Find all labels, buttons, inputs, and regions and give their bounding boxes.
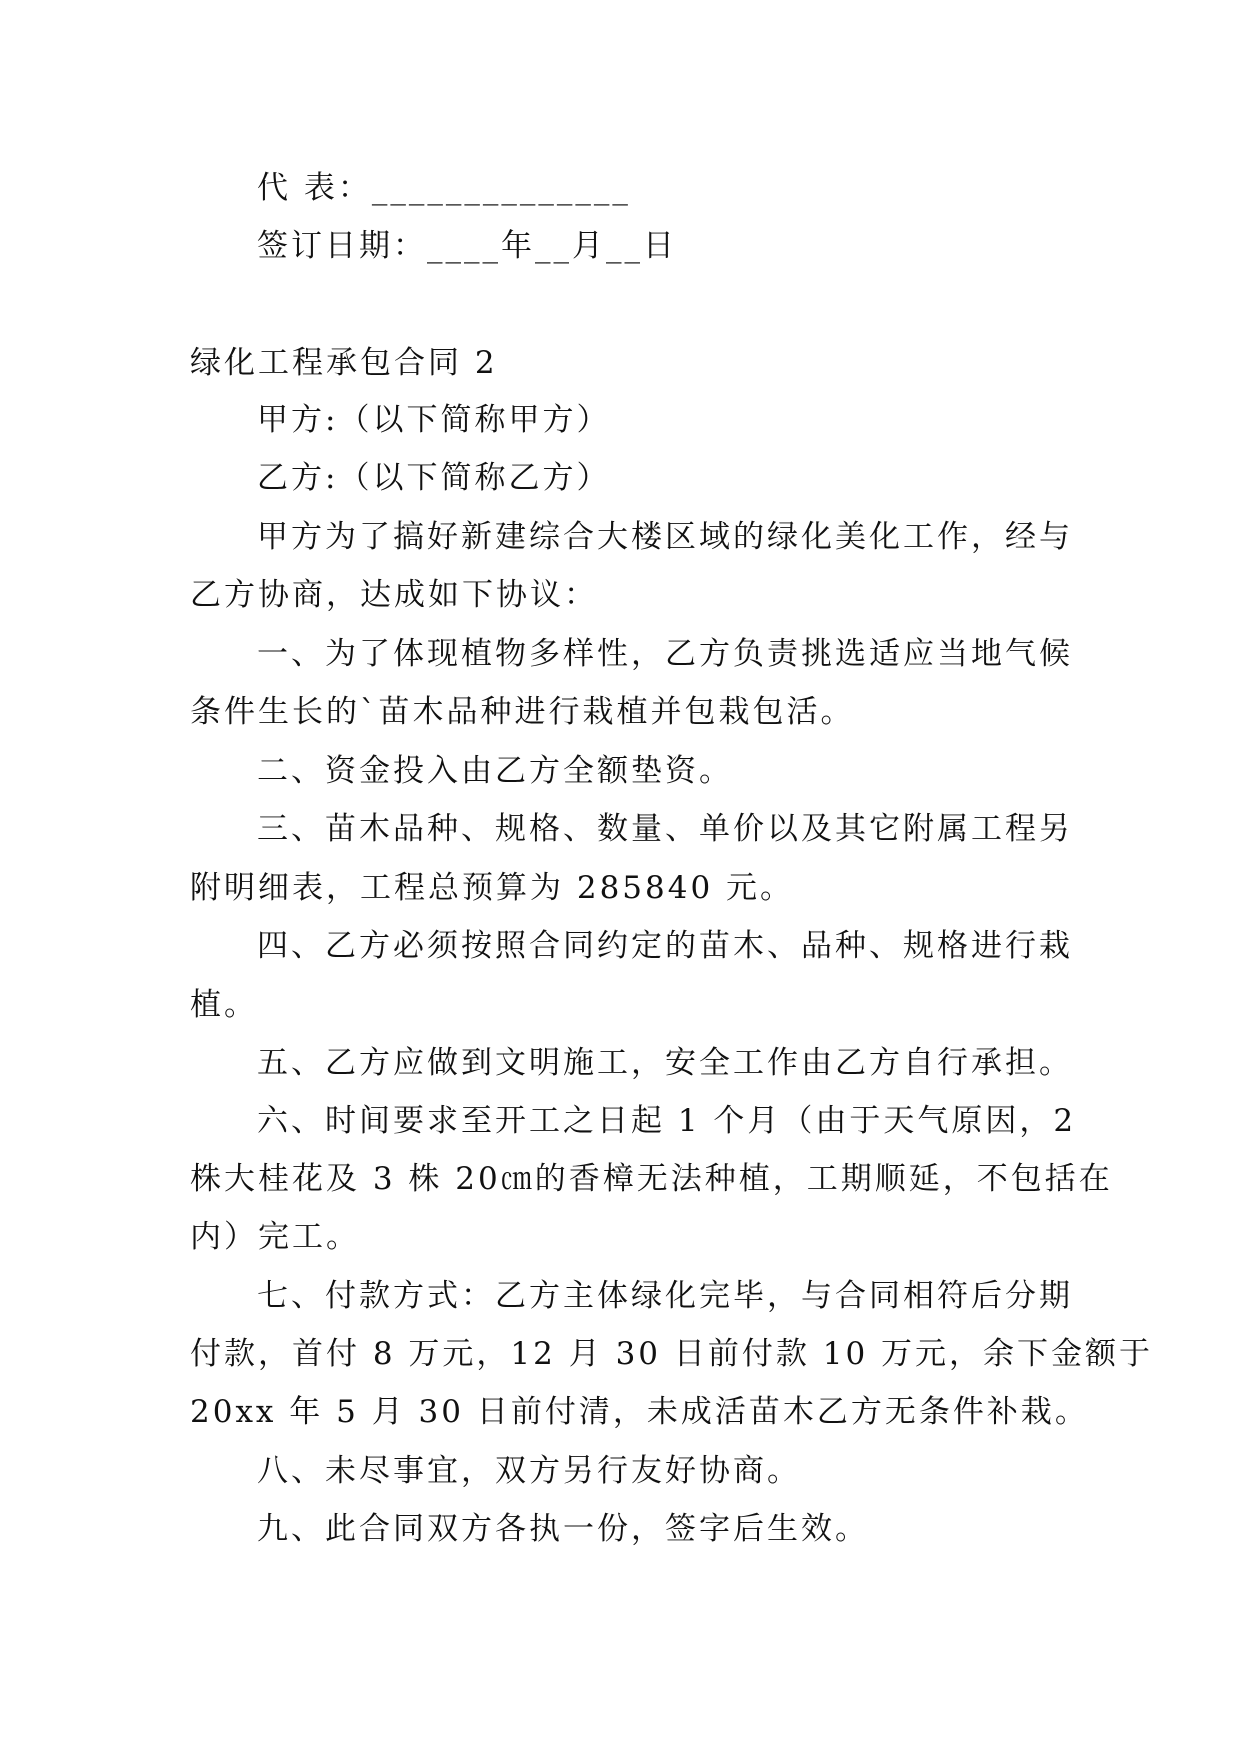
contract-title: 绿化工程承包合同 2	[190, 345, 498, 381]
clause-1-line-1: 一、为了体现植物多样性，乙方负责挑选适应当地气候	[257, 636, 1073, 672]
clause-7-line-3: 20xx 年 5 月 30 日前付清，未成活苗木乙方无条件补栽。	[190, 1394, 1089, 1430]
party-a-line: 甲方:（以下简称甲方）	[257, 402, 611, 438]
clause-5-line-1: 五、乙方应做到文明施工，安全工作由乙方自行承担。	[257, 1045, 1073, 1081]
sign-date-line: 签订日期：____年__月__日	[257, 228, 677, 264]
clause-8-line-1: 八、未尽事宜，双方另行友好协商。	[257, 1453, 801, 1489]
clause-6-line-1: 六、时间要求至开工之日起 1 个月（由于天气原因，2	[257, 1103, 1077, 1139]
clause-4-line-2: 植。	[190, 987, 258, 1023]
clause-6-line-2: 株大桂花及 3 株 20㎝的香樟无法种植，工期顺延，不包括在	[190, 1161, 1113, 1197]
clause-3-line-1: 三、苗木品种、规格、数量、单价以及其它附属工程另	[257, 811, 1073, 847]
clause-3-line-2: 附明细表，工程总预算为 285840 元。	[190, 870, 795, 906]
clause-2-line-1: 二、资金投入由乙方全额垫资。	[257, 753, 733, 789]
clause-9-line-1: 九、此合同双方各执一份，签字后生效。	[257, 1511, 869, 1547]
clause-4-line-1: 四、乙方必须按照合同约定的苗木、品种、规格进行栽	[257, 928, 1073, 964]
clause-7-line-2: 付款，首付 8 万元，12 月 30 日前付款 10 万元，余下金额于	[190, 1336, 1154, 1372]
clause-6-line-3: 内）完工。	[190, 1219, 360, 1255]
clause-1-line-2: 条件生长的`苗木品种进行栽植并包栽包活。	[190, 694, 855, 730]
clause-7-line-1: 七、付款方式：乙方主体绿化完毕，与合同相符后分期	[257, 1278, 1073, 1314]
intro-line-2: 乙方协商，达成如下协议：	[190, 577, 598, 613]
representative-line: 代 表：______________	[257, 170, 631, 206]
party-b-line: 乙方:（以下简称乙方）	[257, 460, 611, 496]
intro-line-1: 甲方为了搞好新建综合大楼区域的绿化美化工作，经与	[257, 519, 1073, 555]
